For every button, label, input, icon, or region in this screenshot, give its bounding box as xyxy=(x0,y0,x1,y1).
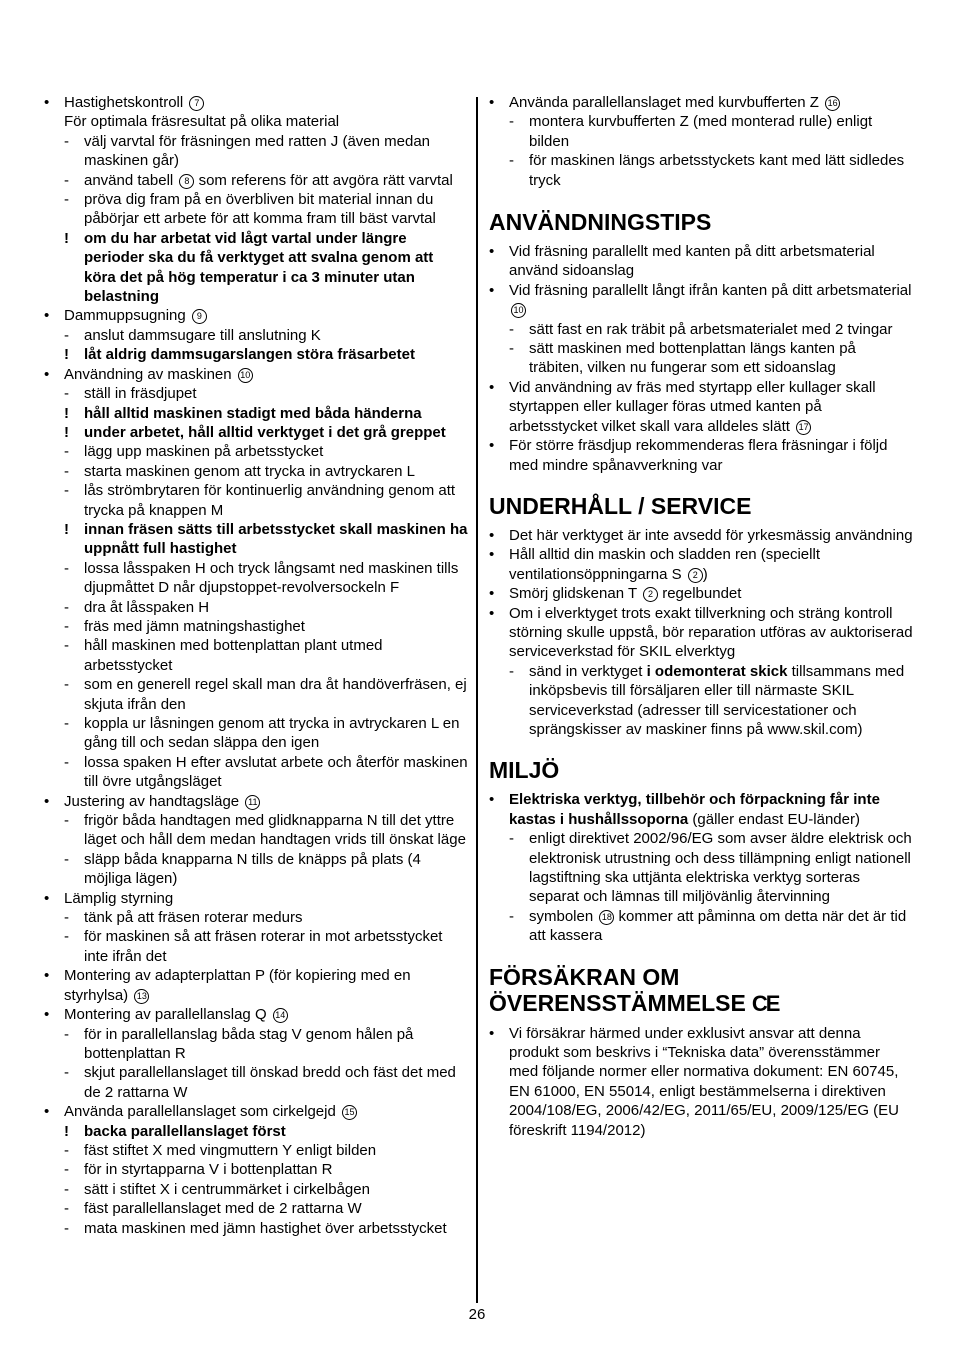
bullet-item xyxy=(489,1024,913,1140)
bullet-item xyxy=(489,604,913,662)
bullet-item xyxy=(44,792,468,811)
bullet-marker: - xyxy=(509,907,514,925)
bullet-item xyxy=(489,93,913,112)
bullet-item xyxy=(489,242,913,281)
item-text: fräs med jämn matningshastighet xyxy=(84,617,305,635)
bullet-item xyxy=(44,93,468,112)
bullet-marker: - xyxy=(64,385,69,403)
bullet-item xyxy=(44,1102,468,1121)
bullet-marker: • xyxy=(489,94,495,111)
warning-item xyxy=(44,423,468,442)
bullet-marker: - xyxy=(64,326,69,344)
dash-item xyxy=(489,320,913,339)
dash-item xyxy=(44,442,468,461)
item-text: lås strömbrytaren för kontinuerlig användning genom att trycka på knappen M xyxy=(84,482,456,519)
dash-item xyxy=(44,598,468,617)
bullet-marker: - xyxy=(64,850,69,868)
item-text: koppla ur låsningen genom att trycka in avtryckaren L en gång till och sedan släppa den igen xyxy=(84,715,460,752)
column-divider xyxy=(476,97,478,1303)
bullet-marker: • xyxy=(44,365,50,383)
item-text: tänk på att fräsen roterar medurs xyxy=(84,909,303,927)
bullet-marker: • xyxy=(489,281,495,299)
bullet-marker: - xyxy=(64,1025,69,1043)
item-text: anslut dammsugare till anslutning K xyxy=(84,326,321,344)
item-text: Det här verktyget är inte avsedd för yrkesmässig användning xyxy=(509,526,913,544)
item-text: för maskinen så att fräsen roterar in mot arbetsstycket inte ifrån det xyxy=(84,928,443,965)
bullet-marker: - xyxy=(509,152,514,170)
section-heading xyxy=(489,493,913,519)
dash-item xyxy=(44,462,468,481)
dash-item xyxy=(44,1160,468,1179)
item-text: dra åt låsspaken H xyxy=(84,598,210,616)
bullet-marker: • xyxy=(44,307,50,325)
bullet-marker: - xyxy=(64,753,69,771)
bullet-marker: • xyxy=(44,94,50,111)
bullet-marker: - xyxy=(64,715,69,732)
item-text: använd tabell xyxy=(84,171,174,189)
dash-item xyxy=(44,850,468,889)
bullet-marker: - xyxy=(64,1064,69,1082)
item-text: Vi försäkrar härmed under exklusivt ansvar att denna produkt som beskrivs i “Tekniska data” överensstämmer med följande normer eller normativa dokument: EN 60745, EN 61000, EN 55014, enligt bestämmelserna i direktiven 2004/108/EG, 2006/42/EG, 2011/65/EU, 2009/125/EG (EU föreskrift 1194/2012) xyxy=(509,1024,899,1139)
dash-item xyxy=(489,151,913,190)
bullet-marker: • xyxy=(44,1103,50,1121)
section-heading xyxy=(489,209,913,235)
item-text: Justering av handtagsläge xyxy=(64,792,240,810)
bullet-marker: • xyxy=(44,1006,50,1024)
item-text: som referens för att avgöra rätt varvtal xyxy=(198,171,453,189)
bullet-marker: - xyxy=(64,482,69,500)
dash-item xyxy=(44,190,468,229)
dash-item xyxy=(44,559,468,598)
bullet-marker: - xyxy=(64,1200,69,1218)
item-text: Vid användning av fräs med styrtapp eller kullager skall styrtappen eller kullager föras utmed kanten på arbetsstycket vilket skall vara alldeles slätt xyxy=(509,378,876,435)
item-text: Använda parallellanslaget som cirkelgejd xyxy=(64,1103,336,1121)
bullet-marker: - xyxy=(64,676,69,694)
item-text: sätt maskinen med bottenplattan längs kanten på träbiten, vilken nu fungerar som ett sidoanslag xyxy=(529,340,856,377)
bullet-marker: • xyxy=(489,378,495,396)
bullet-marker: • xyxy=(489,546,495,564)
item-text: låt aldrig dammsugarslangen störa fräsarbetet xyxy=(84,346,415,364)
item-text: För större fräsdjup rekommenderas flera fräsningar i följd med mindre spånavverkning var xyxy=(509,437,888,474)
warning-item xyxy=(44,404,468,423)
figure-ref-badge: 16 xyxy=(825,96,840,111)
figure-ref-badge: 13 xyxy=(134,989,149,1004)
bullet-marker: - xyxy=(64,191,69,209)
section-heading xyxy=(489,757,913,783)
warning-item xyxy=(44,520,468,559)
item-text: Hastighetskontroll xyxy=(64,94,184,111)
dash-item xyxy=(489,829,913,907)
bullet-marker: • xyxy=(44,889,50,907)
bullet-item xyxy=(44,889,468,908)
item-text: sätt i stiftet X i centrummärket i cirkelbågen xyxy=(84,1180,370,1198)
dash-item xyxy=(44,171,468,190)
section-heading xyxy=(489,964,913,1017)
dash-item xyxy=(44,636,468,675)
item-text: för in parallellanslag båda stag V genom hålen på bottenplattan R xyxy=(84,1025,414,1062)
left-column xyxy=(44,93,468,1238)
warning-item xyxy=(44,229,468,307)
dash-item xyxy=(44,326,468,345)
bullet-marker: - xyxy=(64,1219,69,1237)
dash-item xyxy=(44,908,468,927)
bullet-marker: - xyxy=(64,617,69,635)
dash-item xyxy=(44,384,468,403)
figure-ref-badge: 18 xyxy=(599,910,614,925)
figure-ref-badge: 10 xyxy=(511,303,526,318)
bullet-marker: - xyxy=(64,171,69,189)
dash-item xyxy=(44,617,468,636)
section-heading-text: MILJÖ xyxy=(489,757,560,784)
item-text: pröva dig fram på en överbliven bit material innan du påbörjar ett arbete för att komma fram till bäst varvtal xyxy=(84,191,436,228)
bullet-marker: - xyxy=(64,443,69,461)
dash-item xyxy=(44,714,468,753)
item-text: skjut parallellanslaget till önskad bredd och fäst det med de 2 rattarna W xyxy=(84,1064,456,1101)
item-text: backa parallellanslaget först xyxy=(84,1122,286,1140)
bullet-item xyxy=(44,1005,468,1024)
bullet-marker: - xyxy=(64,909,69,927)
item-text: Använda parallellanslaget med kurvbufferten Z xyxy=(509,94,819,111)
text-line xyxy=(44,112,468,131)
item-text: lossa spaken H efter avslutat arbete och återför maskinen till övre utgångsläget xyxy=(84,753,468,791)
item-text: Montering av parallellanslag Q xyxy=(64,1006,267,1024)
bullet-marker: - xyxy=(509,320,514,338)
item-bold-text: Elektriska verktyg, tillbehör och förpackning får inte kastas i hushållssoporna xyxy=(509,791,880,828)
right-column xyxy=(489,93,913,1140)
item-text: Vid fräsning parallellt med kanten på ditt arbetsmaterial använd sidoanslag xyxy=(509,243,875,280)
item-text: lägg upp maskinen på arbetsstycket xyxy=(84,443,324,461)
bullet-item xyxy=(489,526,913,545)
bullet-item xyxy=(489,378,913,436)
section-heading-text: FÖRSÄKRAN OM ÖVERENSSTÄMMELSE xyxy=(489,963,746,1016)
item-text: fäst parallellanslaget med de 2 rattarna W xyxy=(84,1200,362,1218)
dash-item xyxy=(44,1219,468,1238)
item-text: Smörj glidskenan T xyxy=(509,585,637,603)
item-text: fäst stiftet X med vingmuttern Y enligt bilden xyxy=(84,1141,377,1159)
item-text: håll alltid maskinen stadigt med båda händerna xyxy=(84,404,422,422)
item-text: Användning av maskinen xyxy=(64,365,232,383)
bullet-marker: - xyxy=(509,830,514,848)
bullet-marker: - xyxy=(509,662,514,680)
warning-icon: ! xyxy=(64,229,69,247)
bullet-marker: - xyxy=(509,340,514,358)
bullet-marker: - xyxy=(64,1161,69,1179)
item-text: frigör båda handtagen med glidknapparna N till det yttre läget och håll dem medan handtagen vrids till önskat läge xyxy=(84,812,466,849)
figure-ref-badge: 10 xyxy=(238,368,253,383)
figure-ref-badge: 11 xyxy=(245,795,260,810)
bullet-item xyxy=(44,966,468,1005)
section-heading-text: ANVÄNDNINGSTIPS xyxy=(489,209,712,236)
bullet-marker: • xyxy=(489,243,495,261)
warning-icon: ! xyxy=(64,520,69,538)
item-text: enligt direktivet 2002/96/EG som avser äldre elektrisk och elektronisk utrustning och dess tillämpning enligt nationell lagstiftning ska uttjänta elektriska verktyg sorteras separat och lämnas till miljövänlig återvinning xyxy=(529,830,912,906)
dash-item xyxy=(44,753,468,792)
bullet-marker: • xyxy=(489,604,495,622)
bullet-marker: - xyxy=(64,1141,69,1159)
bullet-item xyxy=(489,281,913,320)
dash-item xyxy=(44,1141,468,1160)
item-text: Om i elverktyget trots exakt tillverkning och sträng kontroll störning skulle uppstå, bör reparation utföras av auktoriserad serviceverkstad för SKIL elverktyg xyxy=(509,604,913,661)
bullet-item xyxy=(489,545,913,584)
bullet-marker: • xyxy=(489,791,495,809)
ce-mark: CE xyxy=(751,990,779,1016)
warning-item xyxy=(44,1122,468,1141)
item-text: ) xyxy=(702,565,708,583)
item-text: montera kurvbufferten Z (med monterad rulle) enligt bilden xyxy=(529,113,873,150)
bullet-marker: - xyxy=(64,598,69,616)
figure-ref-badge: 17 xyxy=(796,420,811,435)
bullet-marker: - xyxy=(64,1180,69,1198)
item-text: släpp båda knapparna N tills de knäpps på plats (4 möjliga lägen) xyxy=(84,850,421,888)
bullet-marker: • xyxy=(44,967,50,985)
item-text: för maskinen längs arbetsstyckets kant med lätt sidledes tryck xyxy=(529,152,905,189)
bullet-marker: - xyxy=(64,637,69,655)
bullet-item xyxy=(489,584,913,603)
item-text: regelbundet xyxy=(662,585,742,603)
page-number: 26 xyxy=(468,1306,486,1323)
bullet-item xyxy=(44,365,468,384)
warning-icon: ! xyxy=(64,404,69,422)
bullet-marker: - xyxy=(64,812,69,830)
dash-item xyxy=(44,1063,468,1102)
bullet-marker: • xyxy=(489,1024,495,1042)
figure-ref-badge: 15 xyxy=(342,1105,357,1120)
item-text: Vid fräsning parallellt långt ifrån kanten på ditt arbetsmaterial xyxy=(509,281,912,299)
dash-item xyxy=(44,811,468,850)
bullet-marker: - xyxy=(64,132,69,150)
warning-icon: ! xyxy=(64,346,69,364)
item-text: lossa låsspaken H och tryck långsamt ned maskinen tills djupmåttet D når djupstoppet-revolversockeln F xyxy=(84,559,459,597)
warning-item xyxy=(44,345,468,364)
bullet-marker: - xyxy=(64,559,69,577)
item-text: Montering av adapterplattan P (för kopiering med en styrhylsa) xyxy=(64,967,411,1004)
item-text: För optimala fräsresultat på olika material xyxy=(64,113,340,131)
dash-item xyxy=(489,907,913,946)
dash-item xyxy=(44,1199,468,1218)
item-text: tillsammans med inköpsbevis till försäljaren eller till närmaste SKIL serviceverkstad (adresser till servicestationer och sprängskisser av maskiner finns på www.skil.com) xyxy=(529,662,905,738)
bullet-marker: - xyxy=(64,928,69,946)
section-heading-text: UNDERHÅLL / SERVICE xyxy=(489,492,752,519)
item-text: håll maskinen med bottenplattan plant utmed arbetsstycket xyxy=(84,637,383,674)
dash-item xyxy=(44,1025,468,1064)
bullet-item xyxy=(489,436,913,475)
item-text: sänd in verktyget xyxy=(529,662,643,680)
item-text: under arbetet, håll alltid verktyget i det grå greppet xyxy=(84,423,446,441)
item-text: ställ in fräsdjupet xyxy=(84,385,197,403)
dash-item xyxy=(44,927,468,966)
bullet-marker: • xyxy=(489,585,495,603)
item-bold-text: i odemonterat skick xyxy=(646,662,788,680)
item-text: mata maskinen med jämn hastighet över arbetsstycket xyxy=(84,1219,447,1237)
bullet-item xyxy=(489,790,913,829)
warning-icon: ! xyxy=(64,423,69,441)
warning-icon: ! xyxy=(64,1122,69,1140)
item-text: sätt fast en rak träbit på arbetsmaterialet med 2 tvingar xyxy=(529,320,893,338)
bullet-item xyxy=(44,306,468,325)
item-text: starta maskinen genom att trycka in avtryckaren L xyxy=(84,462,415,480)
figure-ref-badge: 14 xyxy=(273,1008,288,1023)
item-text: innan fräsen sätts till arbetsstycket skall maskinen ha uppnått full hastighet xyxy=(84,520,468,558)
dash-item xyxy=(489,112,913,151)
bullet-marker: • xyxy=(44,792,50,810)
dash-item xyxy=(44,481,468,520)
item-text: Dammuppsugning xyxy=(64,307,186,325)
figure-ref-badge: 7 xyxy=(189,96,204,111)
item-text: för in styrtapparna V i bottenplattan R xyxy=(84,1161,333,1179)
bullet-marker: - xyxy=(64,462,69,480)
item-text: Håll alltid din maskin och sladden ren (speciellt ventilationsöppningarna S xyxy=(509,546,820,583)
bullet-marker: • xyxy=(489,437,495,455)
dash-item xyxy=(489,339,913,378)
figure-ref-badge: 8 xyxy=(179,174,194,189)
figure-ref-badge: 9 xyxy=(192,309,207,324)
figure-ref-badge: 2 xyxy=(643,587,658,602)
figure-ref-badge: 2 xyxy=(688,568,703,583)
item-text: kommer att påminna om detta när det är tid att kassera xyxy=(529,907,907,945)
dash-item xyxy=(44,1180,468,1199)
dash-item xyxy=(44,132,468,171)
bullet-marker: - xyxy=(509,113,514,131)
item-text: Lämplig styrning xyxy=(64,889,174,907)
dash-item xyxy=(489,662,913,740)
bullet-marker: • xyxy=(489,526,495,544)
item-text: välj varvtal för fräsningen med ratten J (även medan maskinen går) xyxy=(84,132,431,170)
item-text: symbolen xyxy=(529,907,594,925)
dash-item xyxy=(44,675,468,714)
item-text: (gäller endast EU-länder) xyxy=(692,810,860,828)
item-text: som en generell regel skall man dra åt handöverfräsen, ej skjuta ifrån den xyxy=(84,676,467,713)
item-text: om du har arbetat vid lågt vartal under längre perioder ska du få verktyget att svalna genom att köra det på hög temperatur i ca 3 minuter utan belastning xyxy=(84,229,434,306)
